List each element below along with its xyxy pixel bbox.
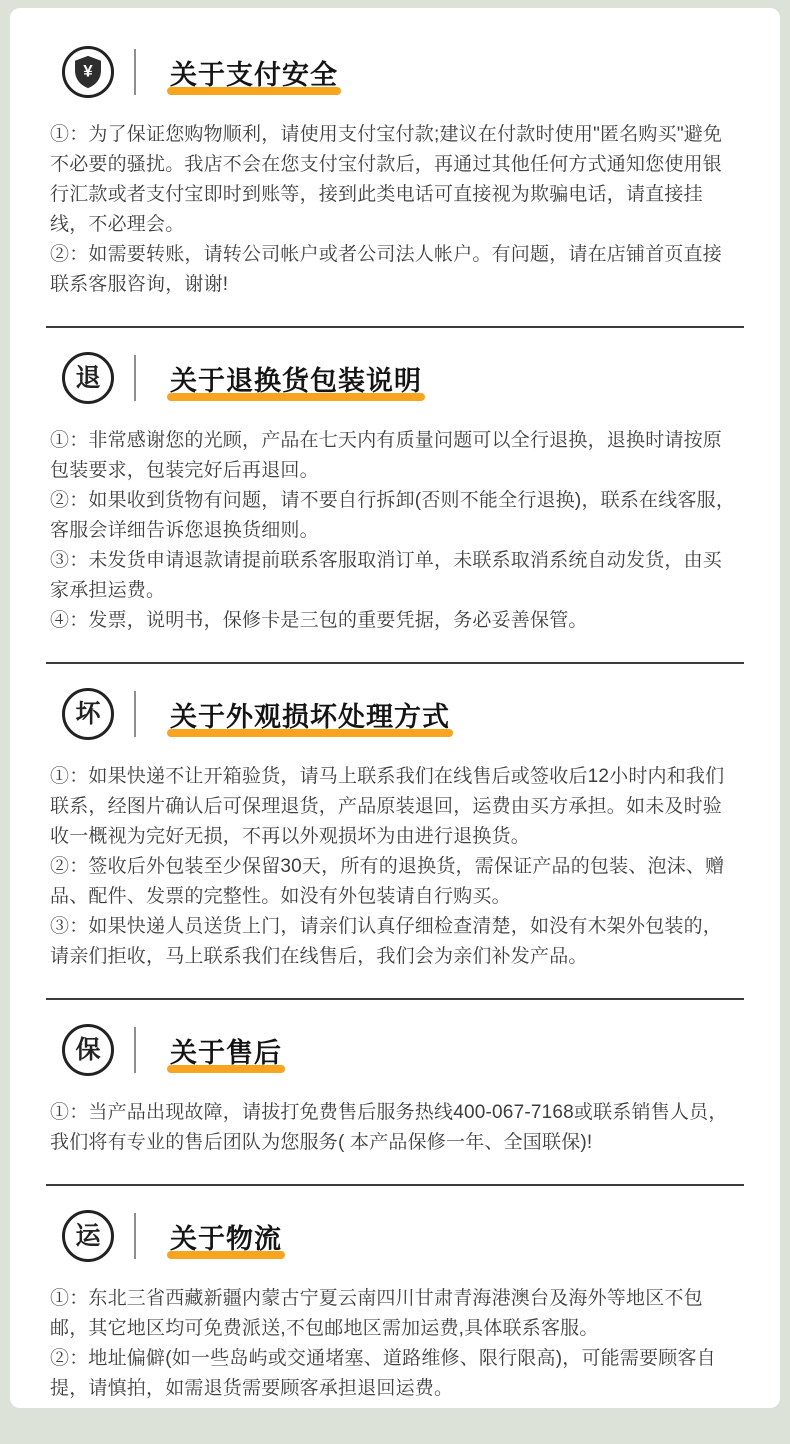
section-after-sales xyxy=(46,1000,744,1186)
paragraph: ③：如果快递人员送货上门，请亲们认真仔细检查清楚，如没有木架外包装的，请亲们拒收，马上联系我们在线售后，我们会为亲们补发产品。 xyxy=(50,916,723,967)
paragraph: ②：地址偏僻(如一些岛屿或交通堵塞、道路维修、限行限高)，可能需要顾客自提，请慎拍，如需退货需要顾客承担退回运费。 xyxy=(50,1348,716,1399)
paragraph: ④：发票，说明书，保修卡是三包的重要凭据，务必妥善保管。 xyxy=(50,610,588,631)
paragraph: ③：未发货申请退款请提前联系客服取消订单，未联系取消系统自动发货，由买家承担运费。 xyxy=(50,550,723,601)
section-payment-security xyxy=(46,22,744,328)
section-damage-handling xyxy=(46,664,744,1000)
damage-icon-char: 坏 xyxy=(75,699,101,728)
warranty-icon-char: 保 xyxy=(75,1035,101,1064)
paragraph: ②：如需要转账，请转公司帐户或者公司法人帐户。有问题，请在店铺首页直接联系客服咨询，谢谢! xyxy=(50,244,723,295)
section-header xyxy=(62,688,740,740)
section-header xyxy=(62,352,740,404)
return-icon xyxy=(62,352,114,404)
section-body xyxy=(50,1098,740,1158)
section-logistics xyxy=(46,1186,744,1408)
paragraph: ②：签收后外包装至少保留30天，所有的退换货，需保证产品的包装、泡沫、赠品、配件、发票的完整性。如没有外包装请自行购买。 xyxy=(50,856,725,907)
shipping-icon-char: 运 xyxy=(75,1221,101,1250)
yuan-symbol: ¥ xyxy=(83,61,93,81)
section-body xyxy=(50,120,740,300)
section-body xyxy=(50,426,740,636)
damage-icon xyxy=(62,688,114,740)
header-divider xyxy=(134,355,136,401)
header-divider xyxy=(134,49,136,95)
section-title: 关于外观损坏处理方式 xyxy=(170,695,450,734)
header-divider xyxy=(134,1027,136,1073)
section-body xyxy=(50,762,740,972)
section-body xyxy=(50,1284,740,1404)
paragraph: ①：非常感谢您的光顾，产品在七天内有质量问题可以全行退换，退换时请按原包装要求，包装完好后再退回。 xyxy=(50,430,723,481)
section-header xyxy=(62,46,740,98)
warranty-icon xyxy=(62,1024,114,1076)
policy-card xyxy=(10,8,780,1408)
shipping-icon xyxy=(62,1210,114,1262)
section-title: 关于物流 xyxy=(170,1217,282,1256)
header-divider xyxy=(134,1213,136,1259)
header-divider xyxy=(134,691,136,737)
section-title: 关于退换货包装说明 xyxy=(170,359,422,398)
section-header xyxy=(62,1210,740,1262)
section-title: 关于支付安全 xyxy=(170,53,338,92)
paragraph: ②：如果收到货物有问题，请不要自行拆卸(否则不能全行退换)，联系在线客服，客服会详细告诉您退换货细则。 xyxy=(50,490,736,541)
section-header xyxy=(62,1024,740,1076)
section-title: 关于售后 xyxy=(170,1031,282,1070)
shield-yuan-icon xyxy=(62,46,114,98)
paragraph: ①：如果快递不让开箱验货，请马上联系我们在线售后或签收后12小时内和我们联系，经图片确认后可保理退货，产品原装退回，运费由买方承担。如未及时验收一概视为完好无损，不再以外观损坏为由进行退换货。 xyxy=(50,766,725,847)
paragraph: ①：东北三省西藏新疆内蒙古宁夏云南四川甘肃青海港澳台及海外等地区不包邮，其它地区均可免费派送,不包邮地区需加运费,具体联系客服。 xyxy=(50,1288,703,1339)
paragraph: ①：为了保证您购物顺利，请使用支付宝付款;建议在付款时使用"匿名购买"避免不必要的骚扰。我店不会在您支付宝付款后，再通过其他任何方式通知您使用银行汇款或者支付宝即时到账等，接到此类电话可直接视为欺骗电话，请直接挂线，不必理会。 xyxy=(50,124,723,235)
paragraph: ①：当产品出现故障，请拔打免费售后服务热线400-067-7168或联系销售人员，我们将有专业的售后团队为您服务( 本产品保修一年、全国联保)! xyxy=(50,1102,728,1153)
section-return-packaging xyxy=(46,328,744,664)
return-icon-char: 退 xyxy=(75,363,101,392)
